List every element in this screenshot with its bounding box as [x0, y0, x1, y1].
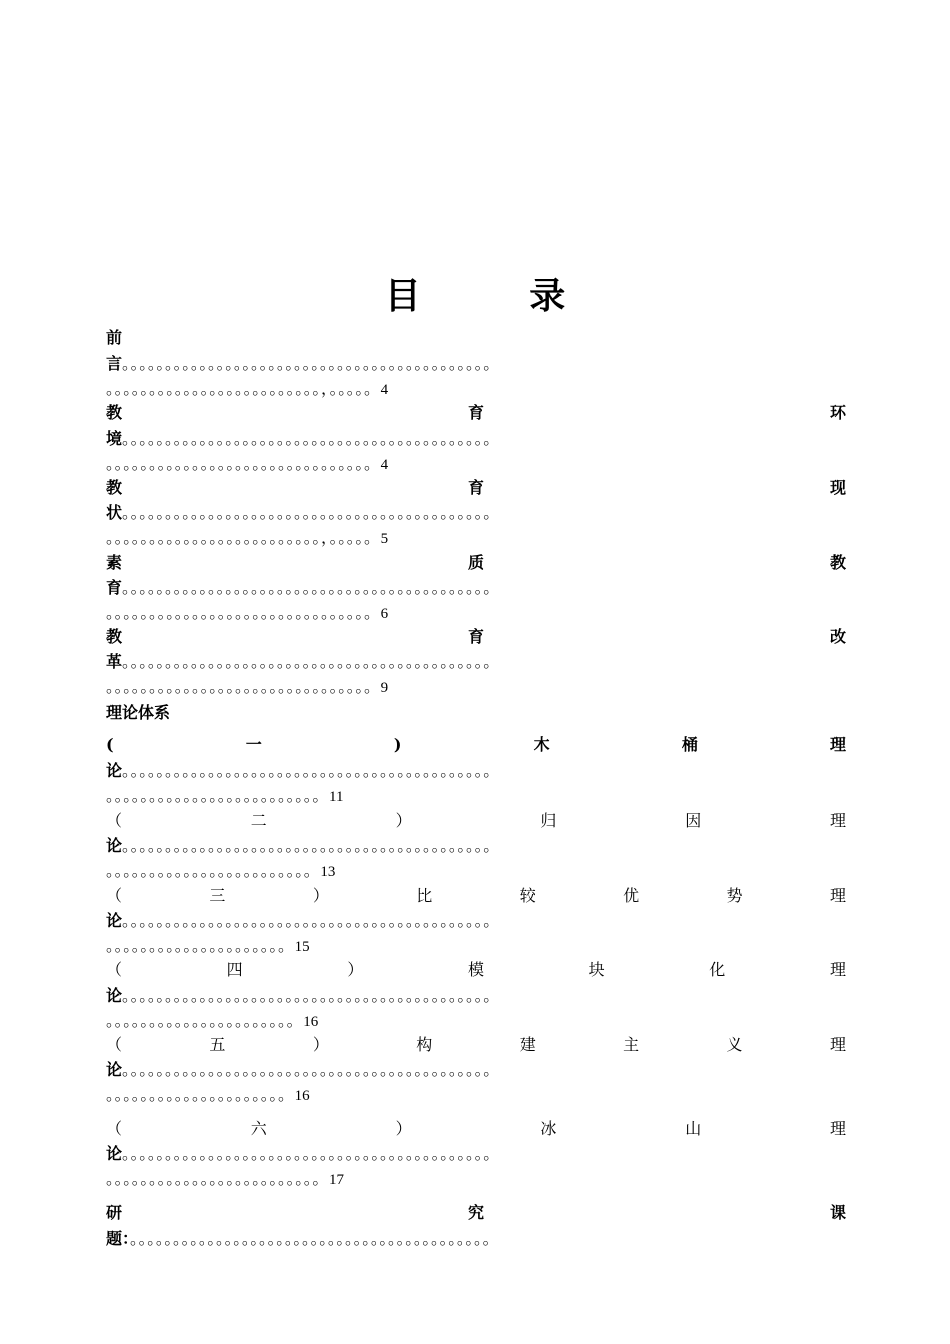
toc-char: 冰 [540, 1119, 557, 1138]
toc-char: 比 [416, 886, 433, 905]
toc-char: ） [312, 886, 329, 905]
toc-char: 归 [540, 811, 557, 830]
toc-tail: 题： [106, 1229, 131, 1248]
toc-char: 模 [467, 960, 484, 979]
toc-tail: 育 [106, 578, 123, 597]
leader-dots: 。。。。。。。。。。。。。。。。。。。。。。。。。。。。。。。 [106, 677, 381, 696]
toc-tail: 论 [106, 1060, 123, 1079]
leader-dots: 。。。。。。。。。。。。。。。。。。。。。。。。 [106, 861, 321, 880]
toc-theory-5-dots[interactable] [106, 1058, 846, 1082]
toc-theory-3-page [106, 934, 846, 958]
page-number: 5 [380, 531, 389, 547]
toc-theory-6-page [106, 1167, 846, 1191]
toc-char: 现 [829, 478, 846, 497]
toc-char: ） [395, 1119, 412, 1138]
page-title: 目 录 [384, 275, 614, 317]
toc-entry-quality-head [106, 551, 846, 575]
toc-entry-env-head [106, 401, 846, 425]
page-number: 16 [294, 1088, 310, 1104]
toc-theory-2-head [106, 809, 846, 833]
page-number: 17 [329, 1172, 345, 1188]
toc-entry-env-page [106, 452, 846, 476]
toc-entry-reform-page [106, 675, 846, 699]
toc-theory-6-dots[interactable] [106, 1142, 846, 1166]
toc-char: 主 [623, 1035, 640, 1054]
toc-theory-1-dots[interactable] [106, 759, 846, 783]
toc-char: 山 [685, 1119, 702, 1138]
toc-entry-research-dots[interactable] [106, 1227, 846, 1251]
toc-entry-research-head [106, 1201, 846, 1225]
toc-char: 化 [709, 960, 726, 979]
toc-theory-2-page [106, 859, 846, 883]
toc-char: ( [106, 735, 114, 754]
toc-char: 育 [467, 403, 484, 422]
toc-tail: 论 [106, 836, 123, 855]
page-number: 11 [329, 789, 344, 805]
toc-theory-4-head [106, 958, 846, 982]
toc-char: 教 [106, 403, 123, 422]
toc-entry-env-dots[interactable] [106, 427, 846, 451]
toc-char: 五 [209, 1035, 226, 1054]
toc-entry-status-dots[interactable] [106, 501, 846, 525]
toc-char: 教 [106, 478, 123, 497]
toc-char: 桶 [681, 735, 698, 754]
leader-dots: 。。。。。。。。。。。。。。。。。。。。。。。。。。。。。。。。。。。。。。。。。。。 [122, 761, 500, 780]
toc-char: 前 [106, 328, 123, 347]
toc-char: 六 [250, 1119, 267, 1138]
toc-char: 三 [209, 886, 226, 905]
toc-char: 木 [533, 735, 550, 754]
toc-theory-3-dots[interactable] [106, 909, 846, 933]
toc-tail: 状 [106, 503, 123, 522]
toc-char: 质 [467, 553, 484, 572]
toc-char: 理 [829, 735, 846, 754]
page-number: 6 [380, 606, 389, 622]
toc-entry-reform-dots[interactable] [106, 650, 846, 674]
toc-char: 四 [226, 960, 243, 979]
toc-char: （ [106, 960, 123, 979]
toc-char: 因 [685, 811, 702, 830]
toc-char: ） [395, 811, 412, 830]
leader-dots: 。。。。。。。。。。。。。。。。。。。。。 [106, 936, 295, 955]
toc-entry-preface-head [106, 326, 846, 350]
leader-dots: 。。。。。。。。。。。。。。。。。。。。。 [106, 1085, 295, 1104]
toc-char: 理 [829, 1119, 846, 1138]
toc-entry-preface-dots[interactable] [106, 352, 846, 376]
toc-tail: 论 [106, 986, 123, 1005]
toc-char: 素 [106, 553, 123, 572]
page-number: 4 [380, 457, 389, 473]
toc-entry-reform-head [106, 625, 846, 649]
toc-char: 理 [829, 1035, 846, 1054]
toc-char: ） [347, 960, 364, 979]
toc-entry-status-head [106, 476, 846, 500]
toc-tail: 论 [106, 1144, 123, 1163]
toc-char: 势 [726, 886, 743, 905]
toc-tail: 革 [106, 652, 123, 671]
leader-dots: 。。。。。。。。。。。。。。。。。。。。。。。。。。。。。。。。。。。。。。。。。。。 [122, 836, 500, 855]
toc-tail: 言 [106, 354, 123, 373]
toc-char: ) [393, 735, 402, 754]
toc-char: 课 [829, 1203, 846, 1222]
toc-char: 环 [829, 403, 846, 422]
page-number: 13 [320, 864, 336, 880]
toc-char: 育 [467, 627, 484, 646]
leader-dots: 。。。。。。。。。。。。。。。。。。。。。。。。。。。。。。。。。。。。。。。。。。。 [122, 986, 500, 1005]
toc-char: 究 [467, 1203, 484, 1222]
leader-dots: 。。。。。。。。。。。。。。。。。。。。。。。。。，。。。。。 [106, 379, 381, 398]
toc-char: （ [106, 886, 123, 905]
toc-theory-4-page [106, 1009, 846, 1033]
toc-tail: 境 [106, 429, 123, 448]
toc-theory-1-head [106, 733, 846, 757]
toc-tail: 论 [106, 911, 123, 930]
leader-dots: 。。。。。。。。。。。。。。。。。。。。。。。。。。。。。。。。。。。。。。。。。。。 [122, 1060, 500, 1079]
toc-char: 较 [519, 886, 536, 905]
toc-theory-5-head [106, 1033, 846, 1057]
toc-char: 二 [250, 811, 267, 830]
toc-char: 教 [106, 627, 123, 646]
toc-entry-status-page [106, 526, 846, 550]
toc-char: 构 [416, 1035, 433, 1054]
toc-theory-5-page [106, 1083, 846, 1107]
toc-char: 育 [467, 478, 484, 497]
toc-char: 理 [829, 886, 846, 905]
toc-char: 教 [829, 553, 846, 572]
leader-dots: 。。。。。。。。。。。。。。。。。。。。。。。。。，。。。。。 [106, 528, 381, 547]
toc-entry-quality-dots[interactable] [106, 576, 846, 600]
leader-dots: 。。。。。。。。。。。。。。。。。。。。。。。。。。。。。。。。。。。。。。。。。。。 [122, 429, 500, 448]
toc-entry-preface-page [106, 377, 846, 401]
leader-dots: 。。。。。。。。。。。。。。。。。。。。。。。。。。。。。。。 [106, 603, 381, 622]
toc-char: 建 [519, 1035, 536, 1054]
leader-dots: 。。。。。。。。。。。。。。。。。。。。。。。。。。。。。。。。。。。。。。。。。。。 [122, 911, 500, 930]
toc-char: 改 [829, 627, 846, 646]
page-number: 16 [303, 1014, 319, 1030]
toc-char: 优 [623, 886, 640, 905]
leader-dots: 。。。。。。。。。。。。。。。。。。。。。。。。。。。。。。。。。。。。。。。。。。。 [122, 1144, 500, 1163]
toc-theory-6-head [106, 1117, 846, 1141]
leader-dots: 。。。。。。。。。。。。。。。。。。。。。。。。。。。。。。。。。。。。。。。。。。。 [122, 578, 500, 597]
toc-char: 义 [726, 1035, 743, 1054]
leader-dots: 。。。。。。。。。。。。。。。。。。。。。。。。。 [106, 786, 330, 805]
leader-dots: 。。。。。。。。。。。。。。。。。。。。。。。。。。。。。。。。。。。。。。。。。。。 [122, 652, 500, 671]
page-number: 4 [380, 382, 389, 398]
toc-char: 理 [829, 811, 846, 830]
toc-char: （ [106, 1035, 123, 1054]
leader-dots: 。。。。。。。。。。。。。。。。。。。。。。。。。。。。。。。 [106, 454, 381, 473]
leader-dots: 。。。。。。。。。。。。。。。。。。。。。。。。。。。。。。。。。。。。。。。。。。。 [122, 503, 500, 522]
toc-char: 一 [245, 735, 262, 754]
toc-char: 理 [829, 960, 846, 979]
toc-char: 块 [588, 960, 605, 979]
toc-char: 研 [106, 1203, 123, 1222]
toc-tail: 论 [106, 761, 123, 780]
toc-entry-quality-page [106, 601, 846, 625]
leader-dots: 。。。。。。。。。。。。。。。。。。。。。。。。。。。。。。。。。。。。。。。。。。 [130, 1229, 500, 1248]
section-heading: 理论体系 [106, 703, 171, 722]
leader-dots: 。。。。。。。。。。。。。。。。。。。。。。。。。 [106, 1169, 330, 1188]
toc-theory-3-head [106, 884, 846, 908]
page-number: 15 [294, 939, 310, 955]
toc-char: （ [106, 1119, 123, 1138]
leader-dots: 。。。。。。。。。。。。。。。。。。。。。。 [106, 1011, 304, 1030]
toc-char: ） [312, 1035, 329, 1054]
toc-theory-1-page [106, 784, 846, 808]
toc-char: （ [106, 811, 123, 830]
toc-theory-4-dots[interactable] [106, 984, 846, 1008]
page-number: 9 [380, 680, 389, 696]
toc-theory-2-dots[interactable] [106, 834, 846, 858]
leader-dots: 。。。。。。。。。。。。。。。。。。。。。。。。。。。。。。。。。。。。。。。。。。。 [122, 354, 500, 373]
